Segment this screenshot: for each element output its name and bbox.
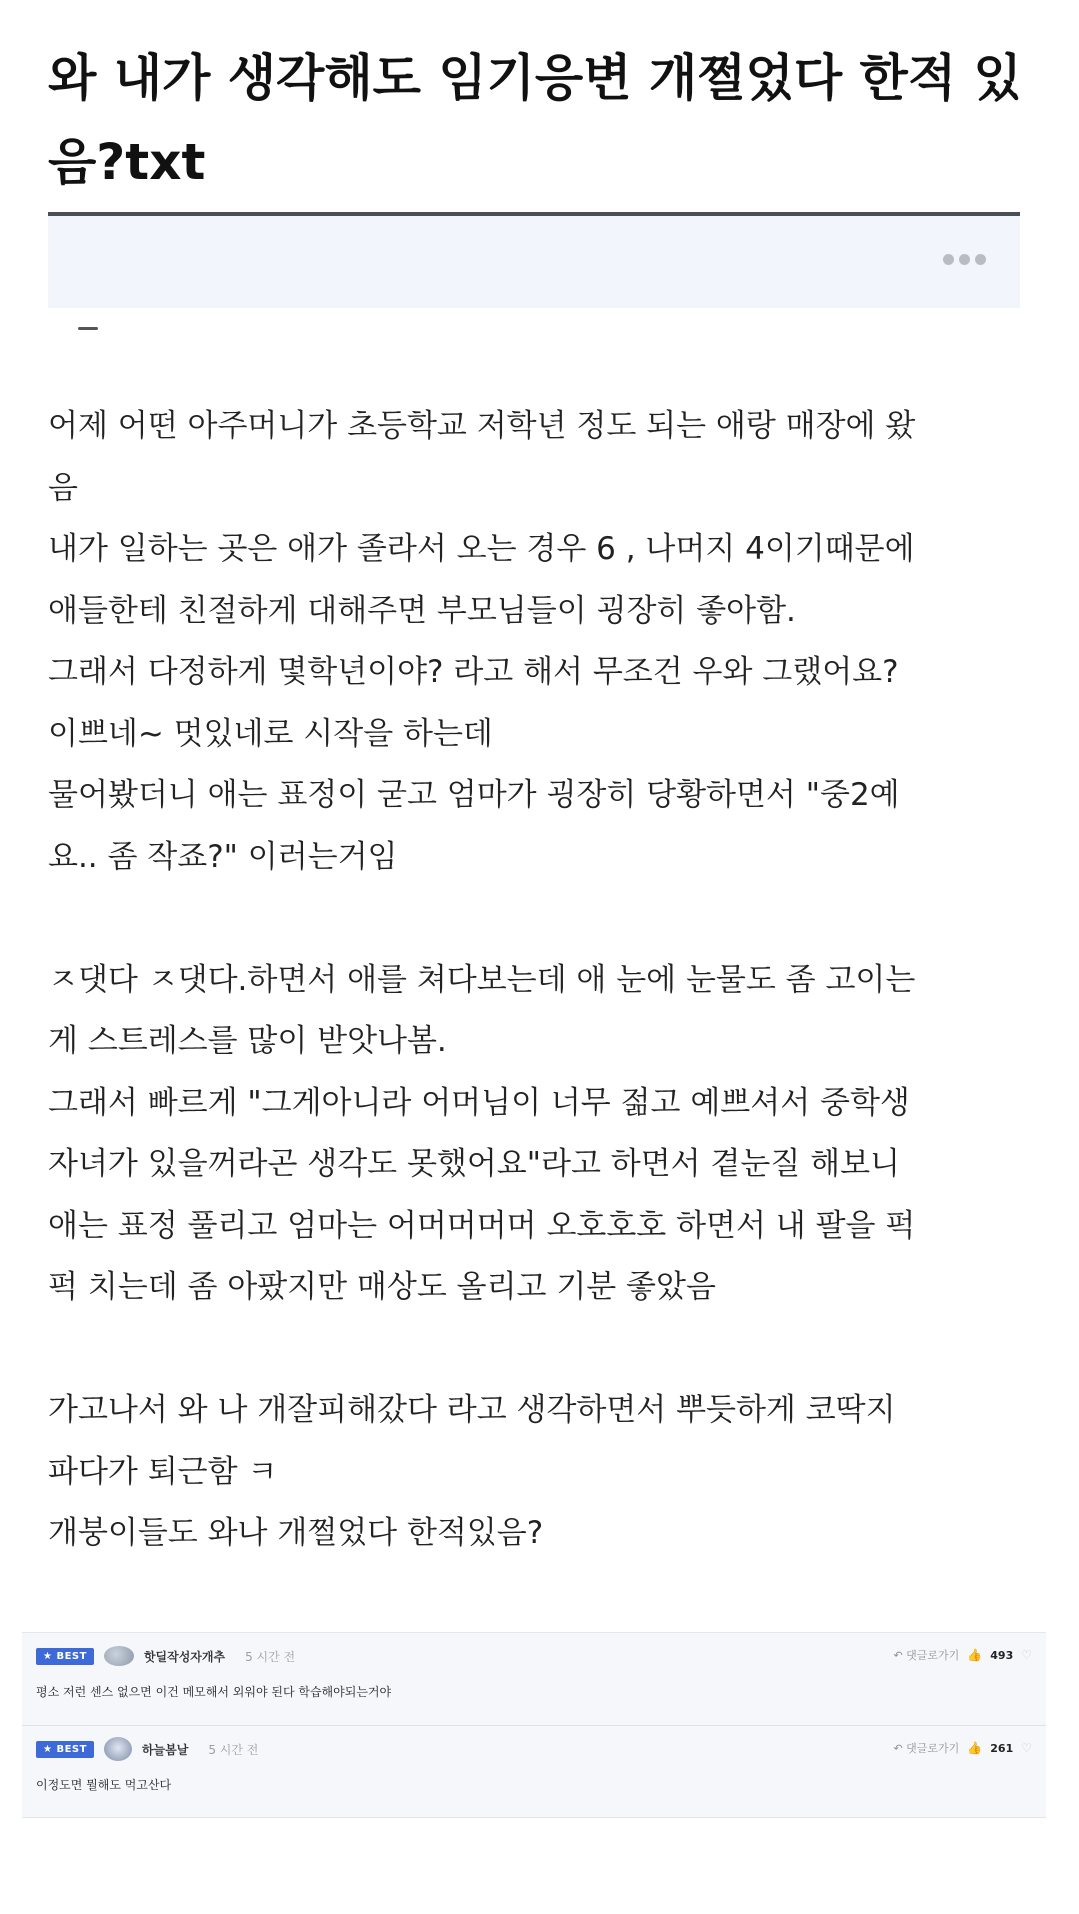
- comment-item: [22, 1633, 1046, 1725]
- post-paragraph: [48, 950, 1028, 1319]
- best-badge: ★ BEST: [36, 1741, 94, 1758]
- body-line: 내가 일하는 곳은 애가 졸라서 오는 경우 6 , 나머지 4이기때문에: [48, 531, 915, 567]
- body-line: 게 스트레스를 많이 받앗나봄.: [48, 1023, 447, 1059]
- body-line: 그래서 빠르게 "그게아니라 어머님이 너무 젊고 예쁘셔서 중학생: [48, 1084, 910, 1121]
- reply-link[interactable]: ↶ 댓글로가기: [893, 1649, 960, 1662]
- body-line: 자녀가 있을꺼라곤 생각도 못했어요"라고 하면서 곁눈질 해보니: [48, 1146, 900, 1182]
- avatar[interactable]: [104, 1737, 132, 1761]
- body-line: 애들한테 친절하게 대해주면 부모님들이 굉장히 좋아함.: [48, 592, 796, 629]
- comment-text: 평소 저런 센스 없으면 이건 메모해서 외워야 된다 학습해야되는거야: [36, 1685, 392, 1699]
- body-line: 개붕이들도 와나 개쩔었다 한적있음?: [48, 1515, 544, 1551]
- body-line: 어제 어떤 아주머니가 초등학교 저학년 정도 되는 애랑 매장에 왔: [48, 408, 916, 444]
- body-line: 요.. 좀 작죠?" 이러는거임: [48, 838, 398, 875]
- best-badge: ★ BEST: [36, 1648, 94, 1665]
- post-paragraph: [48, 1380, 1028, 1565]
- like-count: 493: [990, 1648, 1014, 1662]
- reply-link[interactable]: ↶ 댓글로가기: [893, 1742, 960, 1755]
- body-line: 이쁘네~ 멋있네로 시작을 하는데: [48, 715, 493, 752]
- post-body: [48, 396, 1028, 1565]
- like-count: 261: [990, 1741, 1014, 1755]
- post-paragraph: [48, 396, 1028, 888]
- thumbs-down-icon[interactable]: ♡: [1021, 1648, 1032, 1662]
- thumbs-up-icon[interactable]: 👍: [967, 1741, 983, 1755]
- comment-item: [22, 1725, 1046, 1818]
- body-line: ㅈ댓다 ㅈ댓다.하면서 애를 쳐다보는데 애 눈에 눈물도 좀 고이는: [48, 961, 916, 998]
- paragraph-gap: [48, 1319, 1028, 1381]
- comment-time: 5 시간 전: [245, 1649, 296, 1664]
- comment-author[interactable]: 핫딜작성자개추: [143, 1649, 226, 1664]
- body-line: 그래서 다정하게 몇학년이야? 라고 해서 무조건 우와 그랬어요?: [48, 654, 899, 690]
- body-line: 물어봤더니 애는 표정이 굳고 엄마가 굉장히 당황하면서 "중2예: [48, 777, 900, 813]
- thumbs-up-icon[interactable]: 👍: [967, 1648, 983, 1662]
- best-comments: [22, 1632, 1046, 1818]
- post-meta-bar: [48, 216, 1020, 308]
- comment-time: 5 시간 전: [208, 1742, 259, 1757]
- comment-author[interactable]: 하늘봄날: [141, 1742, 189, 1757]
- avatar[interactable]: [104, 1646, 134, 1666]
- thumbs-down-icon[interactable]: ♡: [1021, 1741, 1032, 1755]
- body-line: 파다가 퇴근함 ㅋ: [48, 1453, 278, 1490]
- post-title: 와 내가 생각해도 임기응변 개쩔었다 한적 있음?txt: [48, 49, 1022, 191]
- body-line: 애는 표정 풀리고 엄마는 어머머머머 오호호호 하면서 내 팔을 퍽: [48, 1207, 916, 1244]
- ellipsis-icon[interactable]: [943, 254, 986, 265]
- body-line: 퍽 치는데 좀 아팠지만 매상도 올리고 기분 좋았음: [48, 1269, 716, 1305]
- body-line: 가고나서 와 나 개잘피해갔다 라고 생각하면서 뿌듯하게 코딱지: [48, 1392, 896, 1428]
- dash-mark: [78, 327, 98, 330]
- paragraph-gap: [48, 888, 1028, 950]
- body-line: 음: [48, 469, 78, 506]
- comment-text: 이정도면 뭘해도 먹고산다: [36, 1778, 172, 1792]
